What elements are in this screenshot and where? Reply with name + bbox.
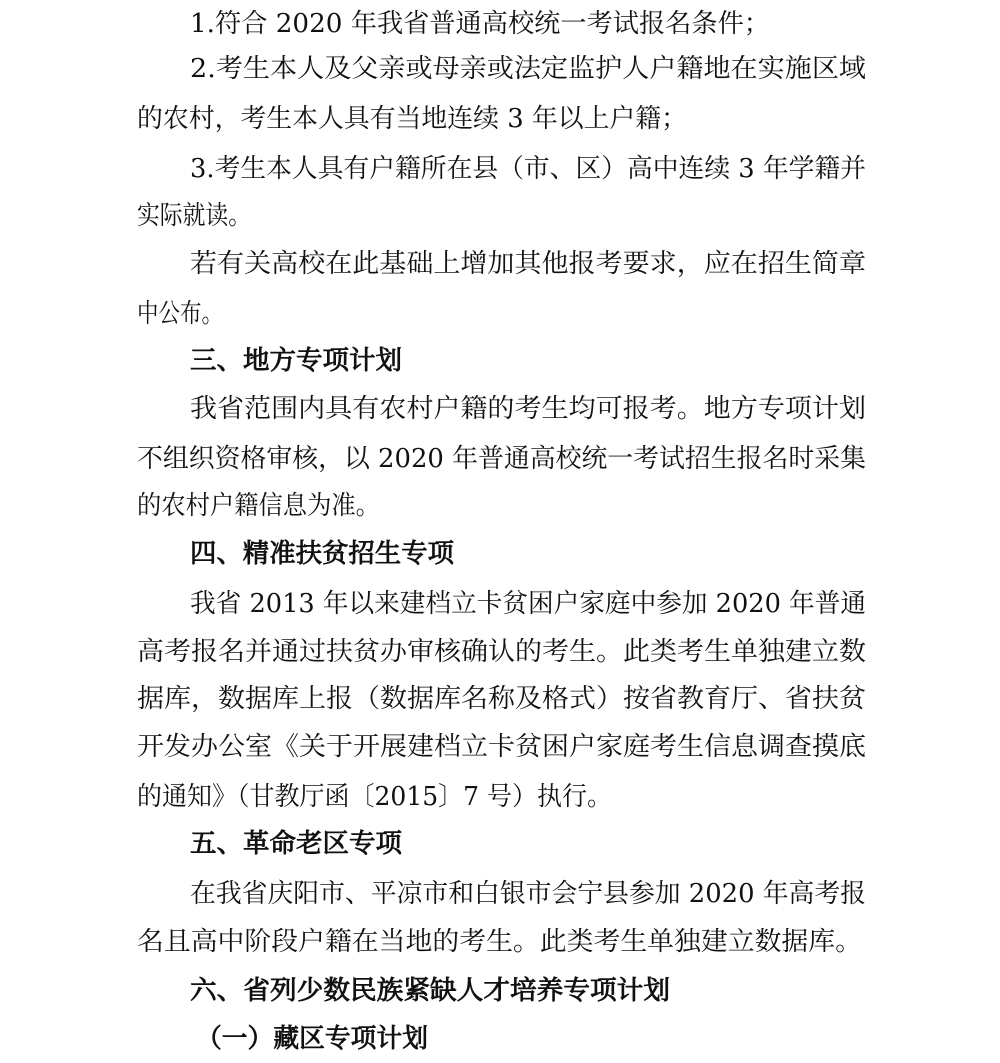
line-text: 3.考生本人具有户籍所在县（市、区）高中连续 3 年学籍并 bbox=[190, 154, 866, 184]
line-text: 我省范围内具有农村户籍的考生均可报考。地方专项计划 bbox=[190, 394, 866, 424]
line-text: 我省 2013 年以来建档立卡贫困户家庭中参加 2020 年普通 bbox=[190, 589, 866, 619]
line-text: 高考报名并通过扶贫办审核确认的考生。此类考生单独建立数 bbox=[137, 637, 866, 667]
line-text: 1.符合 2020 年我省普通高校统一考试报名条件； bbox=[190, 9, 770, 39]
text-line bbox=[0, 95, 1000, 143]
text-line bbox=[0, 385, 1000, 433]
line-text: 五、革命老区专项 bbox=[190, 829, 402, 859]
text-line bbox=[0, 290, 1000, 338]
line-text: 实际就读。 bbox=[137, 201, 251, 231]
section-heading bbox=[0, 967, 1000, 1015]
line-text: 四、精准扶贫招生专项 bbox=[190, 539, 454, 569]
text-line bbox=[0, 45, 1000, 93]
text-line bbox=[0, 723, 1000, 771]
subsection-heading bbox=[0, 1015, 1000, 1063]
text-line bbox=[0, 240, 1000, 288]
line-text: 据库，数据库上报（数据库名称及格式）按省教育厅、省扶贫 bbox=[137, 684, 866, 714]
text-line bbox=[0, 0, 1000, 48]
text-line bbox=[0, 192, 1000, 240]
line-text: 六、省列少数民族紧缺人才培养专项计划 bbox=[190, 976, 670, 1006]
line-text: 开发办公室《关于开展建档立卡贫困户家庭考生信息调查摸底 bbox=[137, 732, 866, 762]
line-text: 若有关高校在此基础上增加其他报考要求，应在招生简章 bbox=[190, 249, 866, 279]
line-text: 的农村，考生本人具有当地连续 3 年以上户籍； bbox=[137, 104, 687, 134]
text-line bbox=[0, 435, 1000, 483]
text-line bbox=[0, 628, 1000, 676]
line-text: （一）藏区专项计划 bbox=[196, 1024, 428, 1054]
section-heading bbox=[0, 820, 1000, 868]
text-line bbox=[0, 918, 1000, 966]
section-heading bbox=[0, 337, 1000, 385]
text-line bbox=[0, 773, 1000, 821]
line-text: 的通知》（甘教厅函〔2015〕7 号）执行。 bbox=[137, 782, 612, 812]
line-text: 在我省庆阳市、平凉市和白银市会宁县参加 2020 年高考报 bbox=[190, 879, 866, 909]
text-line bbox=[0, 675, 1000, 723]
line-text: 的农村户籍信息为准。 bbox=[137, 491, 380, 521]
text-line bbox=[0, 870, 1000, 918]
text-line bbox=[0, 145, 1000, 193]
line-text: 名且高中阶段户籍在当地的考生。此类考生单独建立数据库。 bbox=[137, 927, 863, 957]
line-text: 中公布。 bbox=[137, 299, 223, 329]
text-line bbox=[0, 482, 1000, 530]
section-heading bbox=[0, 530, 1000, 578]
line-text: 不组织资格审核，以 2020 年普通高校统一考试招生报名时采集 bbox=[137, 444, 866, 474]
text-line bbox=[0, 580, 1000, 628]
line-text: 2.考生本人及父亲或母亲或法定监护人户籍地在实施区域 bbox=[190, 54, 866, 84]
line-text: 三、地方专项计划 bbox=[190, 346, 402, 376]
